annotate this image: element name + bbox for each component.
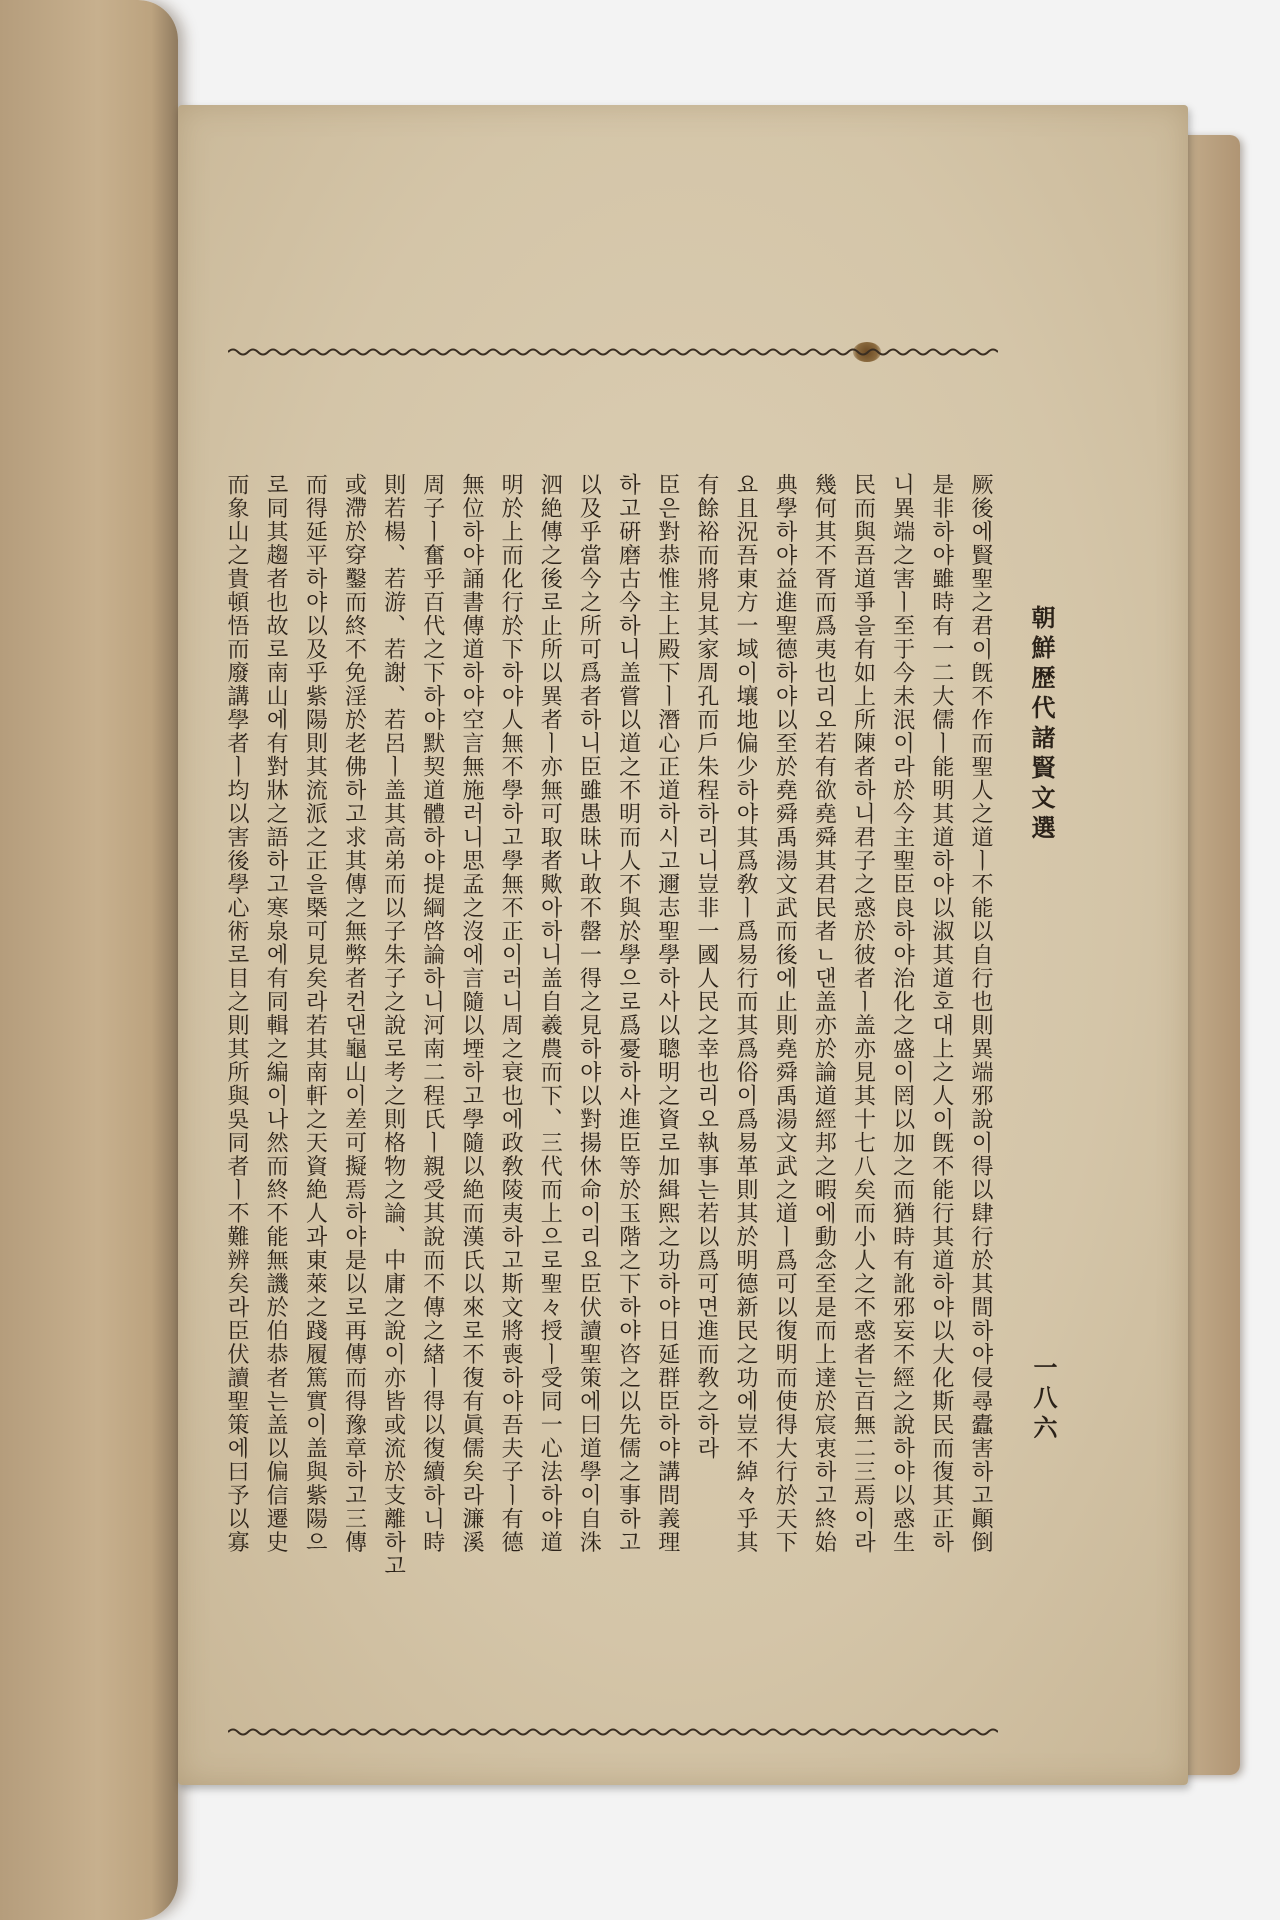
- text-column: 民而與吾道爭을有如上所陳者하니君子之惑於彼者ㅣ盖亦見其十七八矣而小人之不惑者는百無二三焉이라: [850, 473, 876, 1554]
- text-column: 臣은對恭惟主上殿下ㅣ潛心正道하시고邇志聖學하사以聰明之資로加緝熙之功하야日延群臣하야講問義理: [654, 473, 680, 1554]
- text-column: 周子ㅣ奮乎百代之下하야默契道體하야提綱啓論하니河南二程氏ㅣ親受其說而不傳之緖ㅣ得以復續하니時: [419, 473, 445, 1554]
- text-column: 有餘裕而將見其家周孔而戶朱程하리니豈非一國人民之幸也리오執事는若以爲可면進而敎之하라: [693, 473, 719, 1460]
- text-column: 厥後에賢聖之君이旣不作而聖人之道ㅣ不能以自行也則異端邪說이得以肆行於其間하야侵尋蠹害하고顚倒: [967, 473, 993, 1554]
- text-column: 明於上而化行於下하야人無不學하고學無不正이러니周之衰也에政敎陵夷하고斯文將喪하야吾夫子ㅣ有德: [498, 473, 524, 1554]
- text-column: 無位하야誦書傳道하야空言無施러니思孟之沒에言隨以堙하고學隨以絶而漢氏以來로不復有眞儒矣라濂溪: [458, 473, 484, 1554]
- text-column: 니異端之害ㅣ至于今未泯이라於今主聖臣良하야治化之盛이罔以加之而猶時有訛邪妄不經之說하야以惑生: [889, 473, 915, 1554]
- vertical-text-block: [223, 473, 993, 1713]
- text-column: 或滯於穿鑿而終不免淫於老佛하고求其傳之無弊者컨댄龜山이差可擬焉하야是以로再傳而得豫章하고三傳: [341, 473, 367, 1554]
- text-column: 요且況吾東方一域이壤地偏少하야其爲敎ㅣ爲易行而其爲俗이爲易革則其於明德新民之功에豈不綽々乎其: [733, 473, 759, 1554]
- text-column: 則若楊、若游、若謝、若呂ㅣ盖其高弟而以子朱子之說로考之則格物之論、中庸之說이亦皆或流於支離하고: [380, 473, 406, 1578]
- running-title: 朝鮮歴代諸賢文選: [1027, 605, 1056, 845]
- book-cover-left-edge: [0, 0, 178, 1920]
- text-column: 하고硏磨古今하니盖嘗以道之不明而人不與於學으로爲憂하사進臣等於玉階之下하야咨之以先儒之事하고: [615, 473, 641, 1554]
- top-wavy-rule: [228, 345, 998, 359]
- bottom-wavy-rule: [228, 1725, 998, 1739]
- book-page: [178, 105, 1188, 1785]
- text-column: 幾何其不胥而爲夷也리오若有欲堯舜其君民者ㄴ댄盖亦於論道經邦之暇에動念至是而上達於宸衷하고終始: [811, 473, 837, 1554]
- text-column: 以及乎當今之所可爲者하니臣雖愚昧나敢不罄一得之見하야以對揚休命이리요臣伏讀聖策에曰道學이自洙: [576, 473, 602, 1554]
- text-column: 是非하야雖時有一二大儒ㅣ能明其道하야以淑其道호대上之人이旣不能行其道하야以大化斯民而復其正하: [928, 473, 954, 1554]
- text-column: 로同其趨者也故로南山에有對牀之語하고寒泉에有同輯之編이나然而終不能無譏於伯恭者는盖以偏信遷史: [263, 473, 289, 1554]
- page-number: 一八六: [1029, 1355, 1058, 1445]
- text-column: 而象山之貴頓悟而廢講學者ㅣ均以害後學心術로目之則其所與吳同者ㅣ不難辨矣라臣伏讀聖策에曰予以寡: [224, 473, 249, 1554]
- text-column: 而得延平하야以及乎紫陽則其流派之正을槩可見矣라若其南軒之天資絶人과東萊之踐履篤實이盖與紫陽으: [302, 473, 328, 1554]
- text-column: 典學하야益進聖德하야以至於堯舜禹湯文武而後에止則堯舜禹湯文武之道ㅣ爲可以復明而使得大行於天下: [772, 473, 798, 1554]
- text-column: 泗絶傳之後로止所以異者ㅣ亦無可取者歟아하니盖自羲農而下、三代而上으로聖々授ㅣ受同一心法하야道: [537, 473, 563, 1554]
